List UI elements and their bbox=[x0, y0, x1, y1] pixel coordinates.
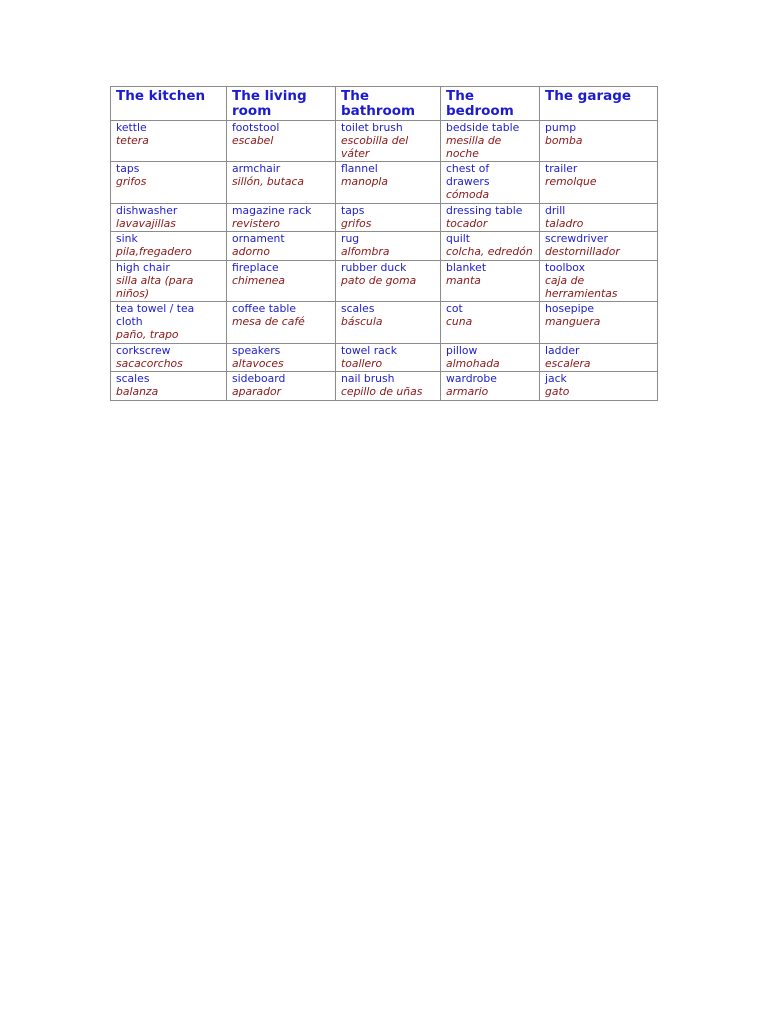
english-term: rug bbox=[341, 232, 360, 246]
english-term: screwdriver bbox=[545, 232, 608, 246]
table-cell-living-room bbox=[227, 162, 336, 203]
table-cell-bedroom bbox=[441, 260, 540, 301]
table-cell-living-room bbox=[227, 121, 336, 162]
english-term: cot bbox=[446, 302, 463, 316]
table-row bbox=[111, 343, 658, 372]
english-term: wardrobe bbox=[446, 372, 497, 386]
spanish-translation: armario bbox=[446, 385, 489, 399]
spanish-translation: pila,fregadero bbox=[116, 245, 192, 259]
spanish-translation: taladro bbox=[545, 216, 584, 230]
table-cell-garage bbox=[540, 203, 658, 232]
spanish-translation: caja de herramientas bbox=[545, 273, 618, 300]
spanish-translation: sillón, butaca bbox=[232, 175, 305, 189]
table-row bbox=[111, 232, 658, 261]
spanish-translation: toallero bbox=[341, 356, 383, 370]
table-row bbox=[111, 203, 658, 232]
table-cell-living-room bbox=[227, 203, 336, 232]
table-cell-garage bbox=[540, 121, 658, 162]
spanish-translation: pato de goma bbox=[341, 273, 417, 287]
english-term: trailer bbox=[545, 162, 578, 176]
table-cell-garage bbox=[540, 343, 658, 372]
table-cell-bathroom bbox=[336, 203, 441, 232]
table-row bbox=[111, 260, 658, 301]
table-cell-kitchen bbox=[111, 302, 227, 343]
english-term: magazine rack bbox=[232, 203, 312, 217]
english-term: fireplace bbox=[232, 260, 279, 274]
spanish-translation: adorno bbox=[232, 245, 270, 259]
table-cell-bathroom bbox=[336, 343, 441, 372]
table-cell-bathroom bbox=[336, 372, 441, 401]
english-term: jack bbox=[545, 372, 567, 386]
english-term: flannel bbox=[341, 162, 378, 176]
spanish-translation: gato bbox=[545, 385, 570, 399]
spanish-translation: paño, trapo bbox=[116, 327, 179, 341]
english-term: taps bbox=[116, 162, 140, 176]
table-cell-living-room bbox=[227, 372, 336, 401]
english-term: pillow bbox=[446, 343, 478, 357]
table-cell-bedroom bbox=[441, 162, 540, 203]
table-cell-bedroom bbox=[441, 343, 540, 372]
header-row bbox=[111, 87, 658, 121]
spanish-translation: grifos bbox=[116, 175, 147, 189]
table-cell-bathroom bbox=[336, 162, 441, 203]
english-term: pump bbox=[545, 121, 577, 134]
table-body bbox=[111, 121, 658, 401]
spanish-translation: escobilla del váter bbox=[341, 133, 409, 160]
vocabulary-table bbox=[110, 86, 658, 401]
spanish-translation: lavavajillas bbox=[116, 216, 176, 230]
table-cell-bedroom bbox=[441, 203, 540, 232]
english-term: nail brush bbox=[341, 372, 395, 386]
spanish-translation: almohada bbox=[446, 356, 500, 370]
english-term: sideboard bbox=[232, 372, 286, 386]
spanish-translation: alfombra bbox=[341, 245, 390, 259]
table-cell-living-room bbox=[227, 343, 336, 372]
table-cell-living-room bbox=[227, 232, 336, 261]
table-row bbox=[111, 162, 658, 203]
table-cell-kitchen bbox=[111, 260, 227, 301]
english-term: taps bbox=[341, 203, 365, 217]
english-term: ornament bbox=[232, 232, 285, 246]
spanish-translation: bomba bbox=[545, 133, 583, 147]
english-term: speakers bbox=[232, 343, 281, 357]
spanish-translation: altavoces bbox=[232, 356, 284, 370]
spanish-translation: silla alta (para niños) bbox=[116, 273, 194, 300]
english-term: tea towel / tea cloth bbox=[116, 302, 195, 329]
english-term: armchair bbox=[232, 162, 281, 176]
table-cell-bathroom bbox=[336, 232, 441, 261]
spanish-translation: cepillo de uñas bbox=[341, 385, 423, 399]
english-term: scales bbox=[116, 372, 150, 386]
spanish-translation: báscula bbox=[341, 315, 383, 329]
english-term: drill bbox=[545, 203, 566, 217]
table-cell-living-room bbox=[227, 302, 336, 343]
english-term: chest of drawers bbox=[446, 162, 490, 189]
table-cell-bedroom bbox=[441, 121, 540, 162]
table-row bbox=[111, 372, 658, 401]
spanish-translation: sacacorchos bbox=[116, 356, 183, 370]
table-cell-bathroom bbox=[336, 260, 441, 301]
spanish-translation: escabel bbox=[232, 133, 274, 147]
table-cell-kitchen bbox=[111, 162, 227, 203]
spanish-translation: manguera bbox=[545, 315, 601, 329]
table-cell-garage bbox=[540, 260, 658, 301]
spanish-translation: escalera bbox=[545, 356, 591, 370]
spanish-translation: grifos bbox=[341, 216, 372, 230]
spanish-translation: cómoda bbox=[446, 187, 490, 201]
english-term: toilet brush bbox=[341, 121, 403, 134]
english-term: bedside table bbox=[446, 121, 520, 134]
table-row bbox=[111, 121, 658, 162]
header-living-room: The living room bbox=[227, 87, 336, 121]
spanish-translation: remolque bbox=[545, 175, 597, 189]
header-kitchen: The kitchen bbox=[111, 87, 227, 121]
header-bathroom: The bathroom bbox=[336, 87, 441, 121]
table-cell-garage bbox=[540, 372, 658, 401]
table-row bbox=[111, 302, 658, 343]
spanish-translation: cuna bbox=[446, 315, 473, 329]
english-term: rubber duck bbox=[341, 260, 407, 274]
english-term: sink bbox=[116, 232, 138, 246]
spanish-translation: destornillador bbox=[545, 245, 620, 259]
table-cell-garage bbox=[540, 162, 658, 203]
spanish-translation: mesa de café bbox=[232, 315, 305, 329]
english-term: dishwasher bbox=[116, 203, 178, 217]
english-term: dressing table bbox=[446, 203, 523, 217]
header-bedroom: The bedroom bbox=[441, 87, 540, 121]
spanish-translation: colcha, edredón bbox=[446, 245, 533, 259]
header-garage: The garage bbox=[540, 87, 658, 121]
spanish-translation: balanza bbox=[116, 385, 159, 399]
table-cell-garage bbox=[540, 302, 658, 343]
english-term: toolbox bbox=[545, 260, 585, 274]
spanish-translation: chimenea bbox=[232, 273, 286, 287]
english-term: blanket bbox=[446, 260, 487, 274]
table-cell-bathroom bbox=[336, 121, 441, 162]
spanish-translation: manopla bbox=[341, 175, 389, 189]
spanish-translation: revistero bbox=[232, 216, 281, 230]
english-term: footstool bbox=[232, 121, 280, 134]
english-term: high chair bbox=[116, 260, 170, 274]
table-cell-kitchen bbox=[111, 121, 227, 162]
english-term: ladder bbox=[545, 343, 580, 357]
table-cell-kitchen bbox=[111, 372, 227, 401]
table-cell-kitchen bbox=[111, 343, 227, 372]
english-term: scales bbox=[341, 302, 375, 316]
table-cell-bedroom bbox=[441, 372, 540, 401]
spanish-translation: tocador bbox=[446, 216, 488, 230]
english-term: hosepipe bbox=[545, 302, 595, 316]
english-term: kettle bbox=[116, 121, 147, 134]
english-term: quilt bbox=[446, 232, 470, 246]
spanish-translation: manta bbox=[446, 273, 481, 287]
english-term: towel rack bbox=[341, 343, 397, 357]
english-term: corkscrew bbox=[116, 343, 171, 357]
table-cell-bedroom bbox=[441, 232, 540, 261]
table-cell-bedroom bbox=[441, 302, 540, 343]
table-cell-bathroom bbox=[336, 302, 441, 343]
english-term: coffee table bbox=[232, 302, 297, 316]
spanish-translation: aparador bbox=[232, 385, 282, 399]
spanish-translation: mesilla de noche bbox=[446, 133, 502, 160]
spanish-translation: tetera bbox=[116, 133, 149, 147]
table-cell-living-room bbox=[227, 260, 336, 301]
table-cell-kitchen bbox=[111, 203, 227, 232]
table-cell-garage bbox=[540, 232, 658, 261]
table-cell-kitchen bbox=[111, 232, 227, 261]
